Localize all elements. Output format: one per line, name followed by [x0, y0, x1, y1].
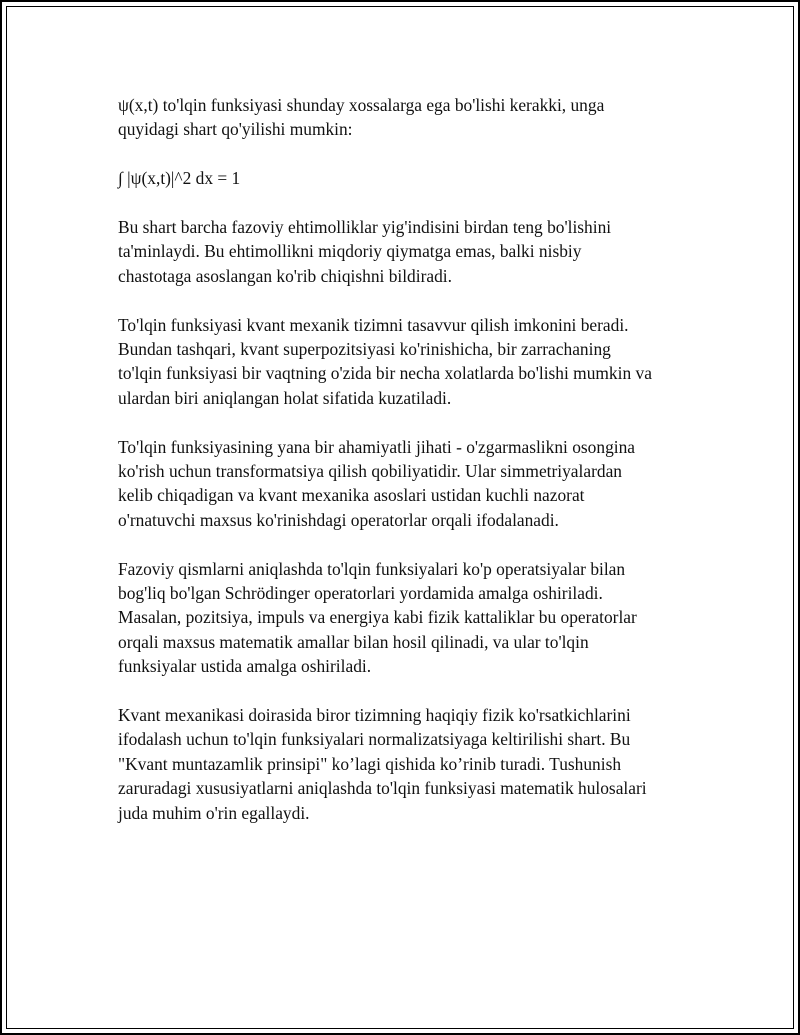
- text-line: funksiyalar ustida amalga oshiriladi.: [118, 656, 372, 677]
- text-line: "Kvant muntazamlik prinsipi" ko’lagi qishida ko’rinib turadi. Tushunish: [118, 753, 622, 774]
- text-line: Kvant mexanikasi doirasida biror tizimning haqiqiy fizik ko'rsatkichlarini: [118, 705, 631, 726]
- paragraph-probability: [118, 215, 698, 288]
- text-line: Bu shart barcha fazoviy ehtimolliklar yig'indisini birdan teng bo'lishini: [118, 217, 612, 237]
- normalization-equation: [118, 166, 698, 190]
- text-line: ifodalash uchun to'lqin funksiyalari normalizatsiyaga keltirilishi shart. Bu: [118, 729, 631, 750]
- document-body: [118, 93, 698, 849]
- text-line: Fazoviy qismlarni aniqlashda to'lqin funksiyalari ko'p operatsiyalar bilan: [118, 558, 626, 579]
- text-line: to'lqin funksiyasi bir vaqtning o'zida bir necha xolatlarda bo'lishi mumkin va: [118, 363, 652, 384]
- text-line: Bundan tashqari, kvant superpozitsiyasi ko'rinishicha, bir zarrachaning: [118, 339, 611, 360]
- text-line: ulardan biri aniqlangan holat sifatida kuzatiladi.: [118, 387, 452, 408]
- paragraph-normalization: [118, 703, 698, 825]
- text-line: ta'minlaydi. Bu ehtimollikni miqdoriy qiymatga emas, balki nisbiy: [118, 241, 582, 262]
- paragraph-transformation: [118, 435, 698, 533]
- text-line: bog'liq bo'lgan Schrödinger operatorlari yordamida amalga oshiriladi.: [118, 583, 603, 604]
- equation-line: ∫ |ψ(x,t)|^2 dx = 1: [118, 168, 241, 189]
- text-line: orqali maxsus matematik amallar bilan hosil qilinadi, va ular to'lqin: [118, 631, 589, 652]
- text-line: o'rnatuvchi maxsus ko'rinishdagi operatorlar orqali ifodalanadi.: [118, 509, 559, 530]
- text-line: zaruradagi xususiyatlarni aniqlashda to'lqin funksiyasi matematik hulosalari: [118, 778, 647, 799]
- paragraph-intro: [118, 93, 698, 142]
- text-line: To'lqin funksiyasining yana bir ahamiyatli jihati - o'zgarmaslikni osongina: [118, 436, 636, 457]
- paragraph-superposition: [118, 313, 698, 411]
- text-line: ψ(x,t) to'lqin funksiyasi shunday xossalarga ega bo'lishi kerakki, unga: [118, 95, 605, 115]
- text-line: ko'rish uchun transformatsiya qilish qobiliyatidir. Ular simmetriyalardan: [118, 461, 622, 482]
- text-line: Masalan, pozitsiya, impuls va energiya kabi fizik kattaliklar bu operatorlar: [118, 607, 637, 628]
- text-line: To'lqin funksiyasi kvant mexanik tizimni tasavvur qilish imkonini beradi.: [118, 314, 629, 335]
- text-line: kelib chiqadigan va kvant mexanika asoslari ustidan kuchli nazorat: [118, 485, 585, 506]
- text-line: juda muhim o'rin egallaydi.: [118, 802, 310, 823]
- text-line: chastotaga asoslangan ko'rib chiqishni bildiradi.: [118, 265, 452, 286]
- paragraph-operators: [118, 557, 698, 679]
- text-line: quyidagi shart qo'yilishi mumkin:: [118, 119, 353, 140]
